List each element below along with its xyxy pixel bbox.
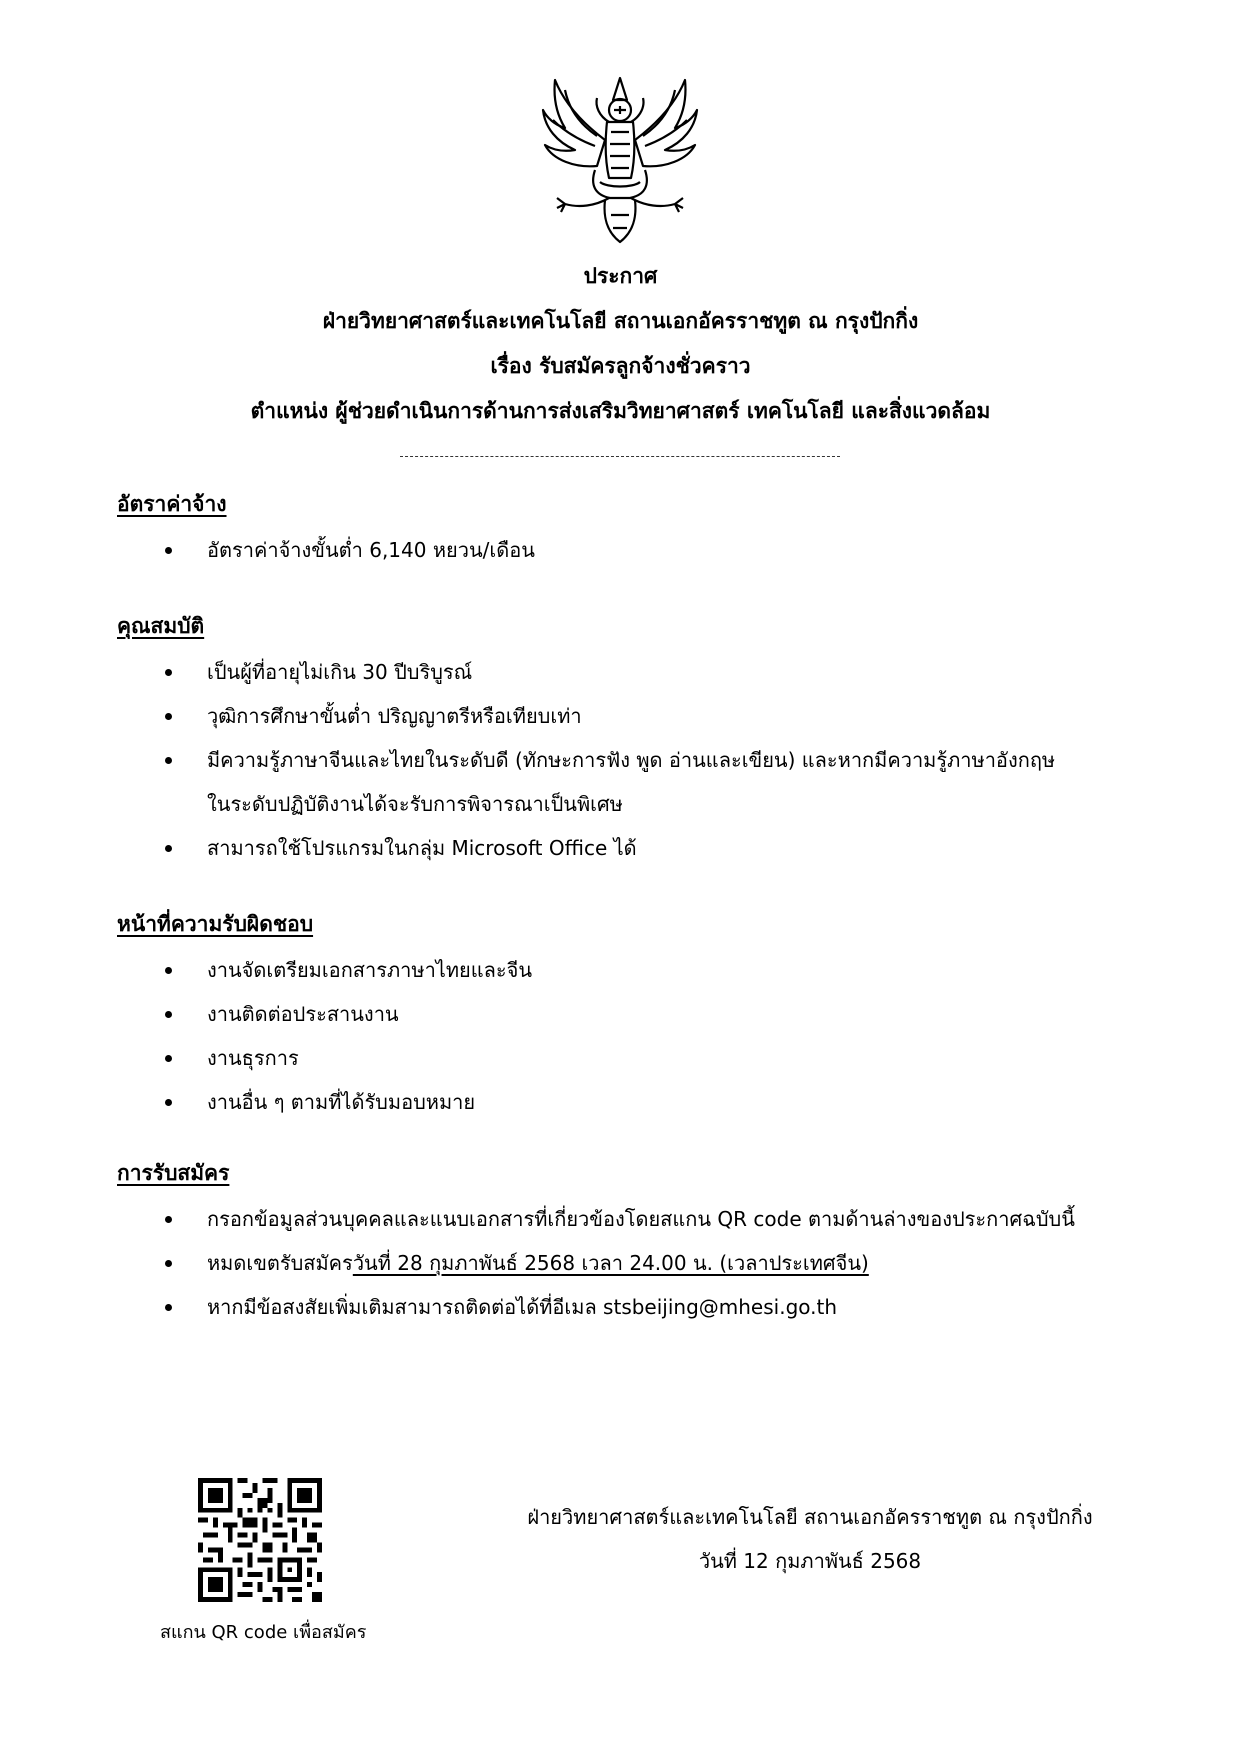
section-title-salary: อัตราค่าจ้าง	[117, 492, 227, 516]
header-line-position: ตำแหน่ง ผู้ช่วยดำเนินการด้านการส่งเสริมวิทยาศาสตร์ เทคโนโลยี และสิ่งแวดล้อม	[250, 399, 991, 423]
list-item	[117, 738, 1147, 826]
announcement-header	[0, 254, 1241, 434]
list-item: วุฒิการศึกษาขั้นต่ำ ปริญญาตรีหรือเทียบเท่า	[117, 694, 1147, 738]
list-item: งานจัดเตรียมเอกสารภาษาไทยและจีน	[117, 948, 1147, 992]
list-item: งานอื่น ๆ ตามที่ได้รับมอบหมาย	[117, 1080, 1147, 1124]
list-item: งานธุรการ	[117, 1036, 1147, 1080]
qr-caption: สแกน QR code เพื่อสมัคร	[160, 1622, 367, 1643]
footer-organization: ฝ่ายวิทยาศาสตร์และเทคโนโลยี สถานเอกอัครราชทูต ณ กรุงปักกิ่ง	[527, 1505, 1093, 1529]
duties-list	[117, 948, 1147, 1124]
section-title-application: การรับสมัคร	[117, 1161, 230, 1185]
signature-block	[520, 1495, 1100, 1583]
list-item: เป็นผู้ที่อายุไม่เกิน 30 ปีบริบูรณ์	[117, 650, 1147, 694]
list-item	[117, 1241, 1147, 1285]
list-item: หากมีข้อสงสัยเพิ่มเติมสามารถติดต่อได้ที่อีเมล stsbeijing@mhesi.go.th	[117, 1285, 1147, 1329]
list-item: งานติดต่อประสานงาน	[117, 992, 1147, 1036]
list-item-continuation: ในระดับปฏิบัติงานได้จะรับการพิจารณาเป็นพิเศษ	[207, 792, 623, 816]
section-title-duties: หน้าที่ความรับผิดชอบ	[117, 912, 314, 936]
header-line-organization: ฝ่ายวิทยาศาสตร์และเทคโนโลยี สถานเอกอัครราชทูต ณ กรุงปักกิ่ง	[322, 309, 919, 333]
deadline-prefix: หมดเขตรับสมัคร	[207, 1251, 353, 1275]
header-divider	[400, 456, 840, 457]
qualifications-list	[117, 650, 1147, 870]
list-item-text: มีความรู้ภาษาจีนและไทยในระดับดี (ทักษะการฟัง พูด อ่านและเขียน) และหากมีความรู้ภาษาอังกฤษ	[207, 748, 1056, 772]
application-list	[117, 1197, 1147, 1329]
salary-list	[117, 528, 1147, 572]
header-line-subject: เรื่อง รับสมัครลูกจ้างชั่วคราว	[490, 354, 751, 378]
garuda-emblem-icon	[535, 70, 705, 250]
header-line-announcement: ประกาศ	[583, 264, 658, 288]
list-item: สามารถใช้โปรแกรมในกลุ่ม Microsoft Office ได้	[117, 826, 1147, 870]
qr-code[interactable]	[198, 1478, 322, 1602]
list-item: กรอกข้อมูลส่วนบุคคลและแนบเอกสารที่เกี่ยวข้องโดยสแกน QR code ตามด้านล่างของประกาศฉบับนี้	[117, 1197, 1147, 1241]
section-title-qualifications: คุณสมบัติ	[117, 614, 205, 638]
footer-date: วันที่ 12 กุมภาพันธ์ 2568	[698, 1549, 922, 1573]
list-item: อัตราค่าจ้างขั้นต่ำ 6,140 หยวน/เดือน	[117, 528, 1147, 572]
deadline-date: วันที่ 28 กุมภาพันธ์ 2568 เวลา 24.00 น. (เวลาประเทศจีน)	[352, 1251, 869, 1275]
